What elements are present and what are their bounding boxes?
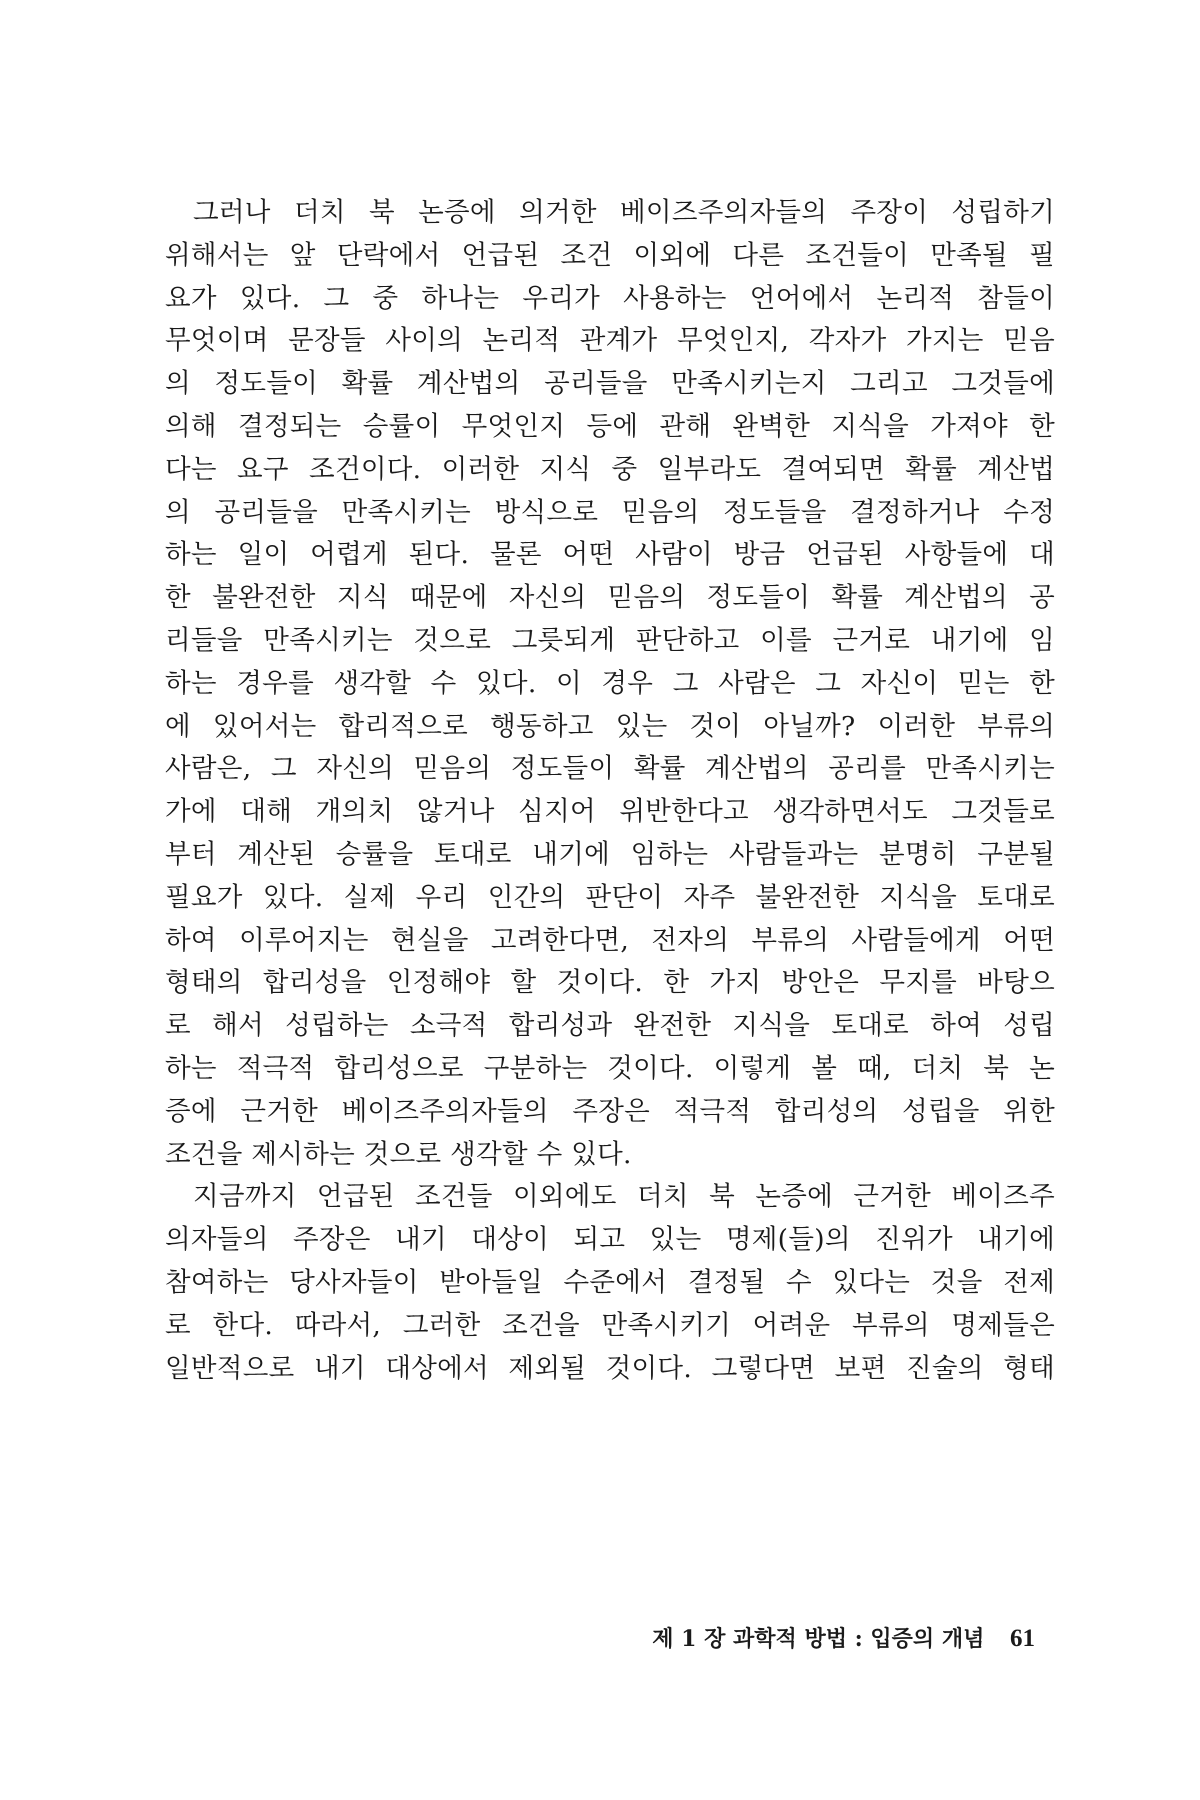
text-line: 일반적으로 내기 대상에서 제외될 것이다. 그렇다면 보편 진술의 형태 xyxy=(165,1352,1055,1384)
running-footer-chapter: 제 1 장 과학적 방법 : 입증의 개념 xyxy=(652,1626,985,1652)
text-line: 로 해서 성립하는 소극적 합리성과 완전한 지식을 토대로 하여 성립 xyxy=(165,1010,1055,1042)
text-line: 로 한다. 따라서, 그러한 조건을 만족시키기 어려운 부류의 명제들은 xyxy=(165,1309,1055,1341)
text-line: 위해서는 앞 단락에서 언급된 조건 이외에 다른 조건들이 만족될 필 xyxy=(165,239,1055,271)
text-line: 가에 대해 개의치 않거나 심지어 위반한다고 생각하면서도 그것들로 xyxy=(165,796,1055,828)
text-line: 부터 계산된 승률을 토대로 내기에 임하는 사람들과는 분명히 구분될 xyxy=(165,838,1055,870)
text-line: 의 정도들이 확률 계산법의 공리들을 만족시키는지 그리고 그것들에 xyxy=(165,368,1055,400)
text-line: 형태의 합리성을 인정해야 할 것이다. 한 가지 방안은 무지를 바탕으 xyxy=(165,967,1055,999)
text-line: 그러나 더치 북 논증에 의거한 베이즈주의자들의 주장이 성립하기 xyxy=(193,197,1055,228)
text-line: 다는 요구 조건이다. 이러한 지식 중 일부라도 결여되면 확률 계산법 xyxy=(165,453,1055,485)
text-line: 요가 있다. 그 중 하나는 우리가 사용하는 언어에서 논리적 참들이 xyxy=(165,282,1055,314)
text-line: 증에 근거한 베이즈주의자들의 주장은 적극적 합리성의 성립을 위한 xyxy=(165,1095,1055,1127)
text-line: 하는 일이 어렵게 된다. 물론 어떤 사람이 방금 언급된 사항들에 대 xyxy=(165,539,1055,571)
text-line: 한 불완전한 지식 때문에 자신의 믿음의 정도들이 확률 계산법의 공 xyxy=(165,582,1055,614)
body-text xyxy=(165,192,1055,1390)
paragraph-1 xyxy=(165,192,1055,1176)
text-line: 조건을 제시하는 것으로 생각할 수 있다. xyxy=(165,1138,632,1170)
paragraph-2 xyxy=(165,1176,1055,1390)
page-footer xyxy=(652,1622,1035,1653)
text-line: 하는 경우를 생각할 수 있다. 이 경우 그 사람은 그 자신이 믿는 한 xyxy=(165,667,1055,699)
text-line: 사람은, 그 자신의 믿음의 정도들이 확률 계산법의 공리를 만족시키는 xyxy=(165,753,1055,785)
text-line: 의해 결정되는 승률이 무엇인지 등에 관해 완벽한 지식을 가져야 한 xyxy=(165,410,1055,442)
text-line: 참여하는 당사자들이 받아들일 수준에서 결정될 수 있다는 것을 전제 xyxy=(165,1266,1055,1298)
page-number: 61 xyxy=(1010,1625,1035,1652)
text-line: 리들을 만족시키는 것으로 그릇되게 판단하고 이를 근거로 내기에 임 xyxy=(165,624,1055,656)
text-line: 필요가 있다. 실제 우리 인간의 판단이 자주 불완전한 지식을 토대로 xyxy=(165,881,1055,913)
text-line: 의자들의 주장은 내기 대상이 되고 있는 명제(들)의 진위가 내기에 xyxy=(165,1224,1055,1256)
text-line: 하는 적극적 합리성으로 구분하는 것이다. 이렇게 볼 때, 더치 북 논 xyxy=(165,1052,1055,1084)
text-line: 무엇이며 문장들 사이의 논리적 관계가 무엇인지, 각자가 가지는 믿음 xyxy=(165,325,1055,357)
text-line: 에 있어서는 합리적으로 행동하고 있는 것이 아닐까? 이러한 부류의 xyxy=(165,710,1055,742)
text-line: 하여 이루어지는 현실을 고려한다면, 전자의 부류의 사람들에게 어떤 xyxy=(165,924,1055,956)
text-line: 지금까지 언급된 조건들 이외에도 더치 북 논증에 근거한 베이즈주 xyxy=(193,1181,1055,1213)
text-line: 의 공리들을 만족시키는 방식으로 믿음의 정도들을 결정하거나 수정 xyxy=(165,496,1055,528)
